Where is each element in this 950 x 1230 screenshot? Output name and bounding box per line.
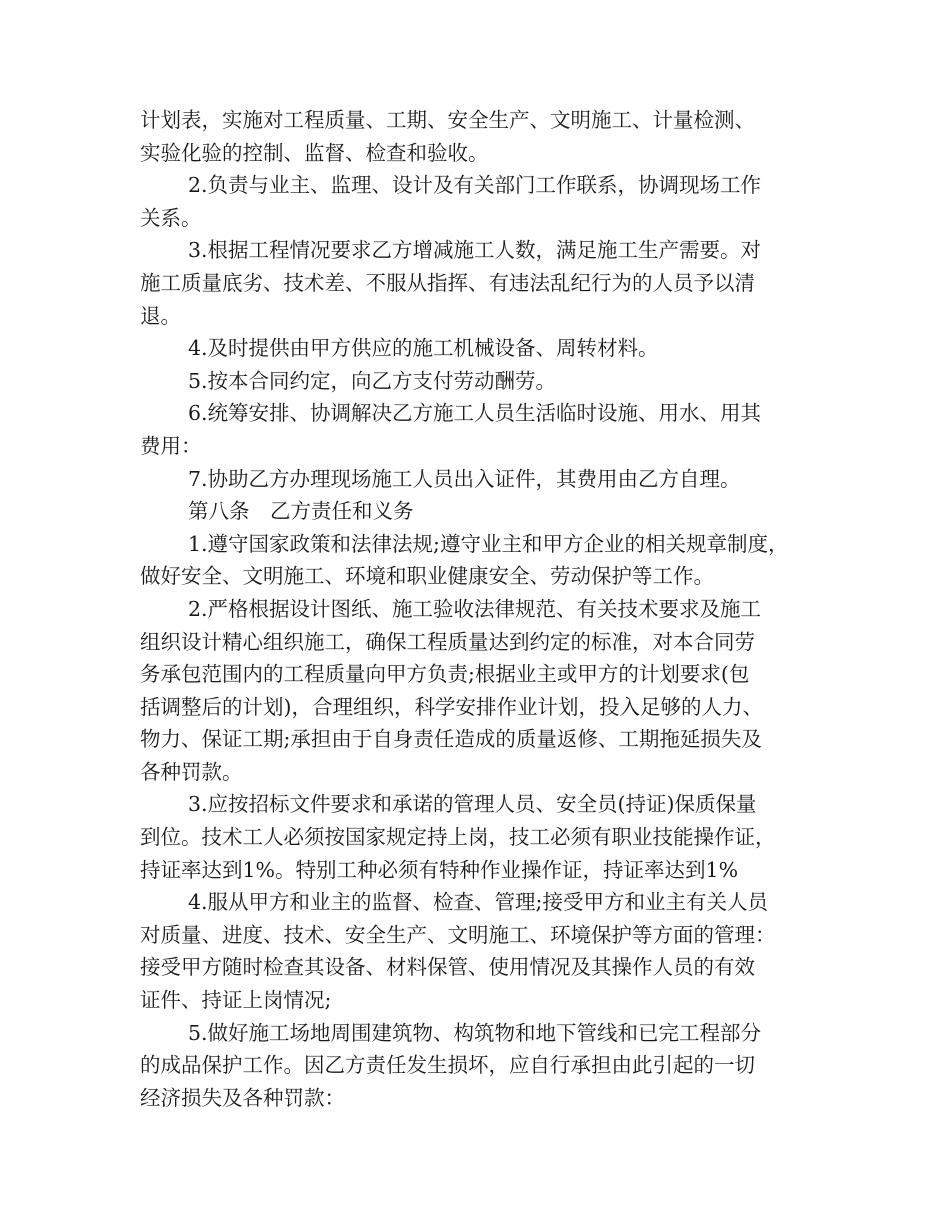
text-line: 施工质量底劣、技术差、不服从指挥、有违法乱纪行为的人员予以清 [140,270,755,295]
text-line: 对质量、进度、技术、安全生产、文明施工、环境保护等方面的管理： [140,922,776,947]
text-line: 组织设计精心组织施工，确保工程质量达到约定的标准，对本合同劳 [140,629,755,654]
text-line: 关系。 [140,205,202,230]
text-line: 7.协助乙方办理现场施工人员出入证件，其费用由乙方自理。 [188,466,741,491]
text-line: 4.及时提供由甲方供应的施工机械设备、周转材料。 [188,336,659,361]
text-line: 做好安全、文明施工、环境和职业健康安全、劳动保护等工作。 [140,564,714,589]
text-line: 3.根据工程情况要求乙方增减施工人数，满足施工生产需要。对 [188,238,762,263]
text-line: 接受甲方随时检查其设备、材料保管、使用情况及其操作人员的有效 [140,955,755,980]
text-line: 4.服从甲方和业主的监督、检查、管理;接受甲方和业主有关人员 [188,890,768,915]
text-line: 实验化验的控制、监督、检查和验收。 [140,140,489,165]
text-line: 的成品保护工作。因乙方责任发生损坏，应自行承担由此引起的一切 [140,1053,755,1078]
text-line: 1.遵守国家政策和法律法规;遵守业主和甲方企业的相关规章制度， [188,531,789,556]
text-line: 证件、持证上岗情况; [140,988,332,1013]
text-line: 第八条 乙方责任和义务 [188,499,414,524]
text-line: 务承包范围内的工程质量向甲方负责;根据业主或甲方的计划要求(包 [140,662,750,687]
text-line: 5.做好施工场地周围建筑物、构筑物和地下管线和已完工程部分 [188,1020,762,1045]
text-line: 括调整后的计划)，合理组织，科学安排作业计划，投入足够的人力、 [140,694,763,719]
text-line: 6.统筹安排、协调解决乙方施工人员生活临时设施、用水、用其 [188,401,762,426]
text-line: 持证率达到1%。特别工种必须有特种作业操作证，持证率达到1% [140,857,739,882]
document-body [140,104,820,1114]
text-line: 到位。技术工人必须按国家规定持上岗，技工必须有职业技能操作证， [140,825,776,850]
text-line: 5.按本合同约定，向乙方支付劳动酬劳。 [188,368,557,393]
text-line: 3.应按招标文件要求和承诺的管理人员、安全员(持证)保质保量 [188,792,757,817]
text-line: 2.负责与业主、监理、设计及有关部门工作联系，协调现场工作 [188,173,762,198]
text-line: 各种罚款。 [140,759,243,784]
text-line: 物力、保证工期;承担由于自身责任造成的质量返修、工期拖延损失及 [140,727,762,752]
text-line: 费用： [140,433,202,458]
text-line: 经济损失及各种罚款： [140,1085,345,1110]
text-line: 退。 [140,303,181,328]
text-line: 计划表，实施对工程质量、工期、安全生产、文明施工、计量检测、 [140,108,755,132]
text-line: 2.严格根据设计图纸、施工验收法律规范、有关技术要求及施工 [188,596,762,621]
